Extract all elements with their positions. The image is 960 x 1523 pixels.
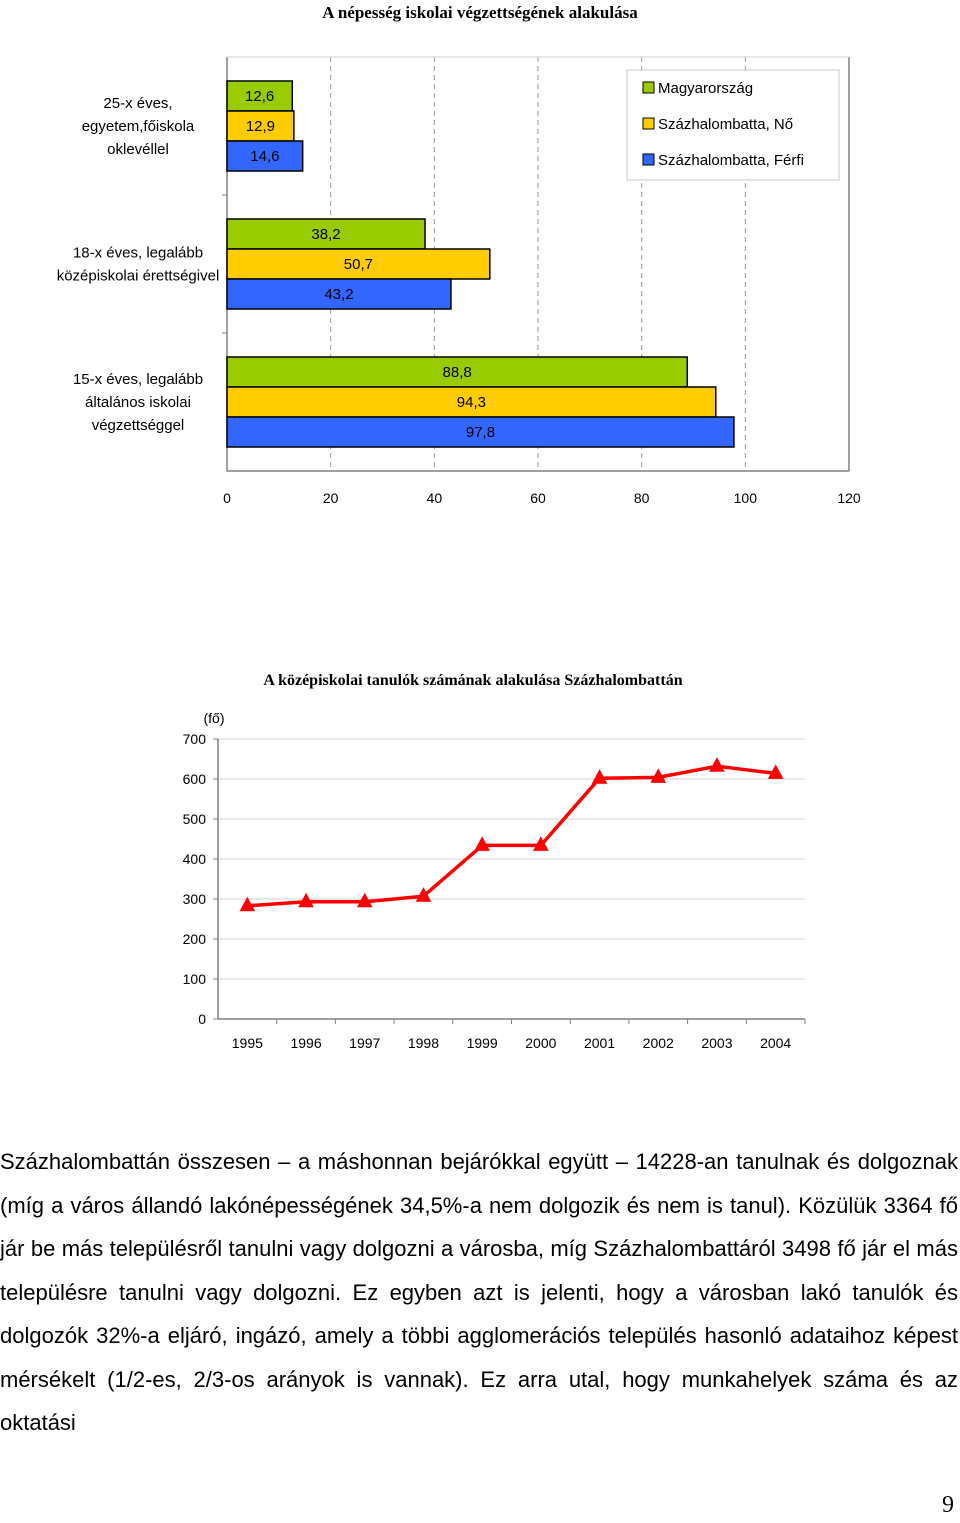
legend-swatch: [643, 154, 654, 165]
legend-label: Százhalombatta, Férfi: [658, 152, 804, 169]
x-tick-label: 1995: [231, 1035, 263, 1051]
data-label: 88,8: [442, 364, 472, 381]
y-axis-unit: (fő): [203, 710, 225, 726]
data-label: 97,8: [465, 424, 496, 441]
legend-swatch: [643, 118, 654, 129]
legend-swatch: [643, 82, 654, 93]
data-point: [710, 758, 724, 771]
x-tick-label: 1999: [466, 1035, 498, 1051]
y-tick-label: 0: [198, 1011, 206, 1027]
y-tick-label: 400: [182, 851, 206, 867]
x-tick-label: 2001: [583, 1035, 616, 1051]
category-label: általános iskolai: [85, 394, 191, 411]
page-number: 9: [942, 1492, 954, 1518]
y-tick-label: 200: [182, 931, 206, 947]
chart-title: A középiskolai tanulók számának alakulása Százhalombattán: [263, 672, 683, 689]
category-label: oklevéllel: [107, 141, 169, 158]
x-tick-label: 0: [223, 490, 231, 506]
x-tick-label: 1997: [349, 1035, 381, 1051]
x-tick-label: 2003: [701, 1035, 733, 1051]
category-label: egyetem,főiskola: [81, 118, 195, 135]
y-tick-label: 100: [182, 971, 206, 987]
x-tick-label: 60: [530, 490, 546, 506]
data-label: 12,9: [245, 118, 276, 135]
y-tick-label: 300: [182, 891, 206, 907]
x-tick-label: 1998: [407, 1035, 440, 1051]
x-tick-label: 80: [633, 490, 650, 506]
x-tick-label: 40: [426, 490, 443, 506]
category-label: 25-x éves,: [103, 95, 173, 112]
category-label: 18-x éves, legalább: [72, 244, 204, 262]
x-tick-label: 2002: [642, 1035, 674, 1051]
category-label: 15-x éves, legalább: [72, 371, 204, 388]
chart-title: A népesség iskolai végzettségének alakulása: [322, 3, 638, 22]
legend-label: Százhalombatta, Nő: [658, 116, 794, 133]
x-tick-label: 20: [322, 490, 339, 506]
y-tick-label: 700: [182, 731, 206, 747]
data-label: 12,6: [245, 88, 275, 105]
students-line-chart: [0, 560, 960, 1080]
data-label: 38,2: [311, 226, 341, 243]
x-tick-label: 120: [837, 490, 861, 506]
series-line: [247, 766, 775, 906]
y-tick-label: 500: [182, 811, 206, 827]
education-bar-chart: [0, 0, 960, 560]
x-tick-label: 2000: [525, 1035, 557, 1051]
data-label: 14,6: [250, 148, 280, 165]
x-tick-label: 2004: [760, 1035, 792, 1051]
category-label: középiskolai érettségivel: [56, 267, 220, 285]
x-tick-label: 100: [733, 490, 758, 506]
body-paragraph: Százhalombattán összesen – a máshonnan bejárókkal együtt – 14228-an tanulnak és dolgoznak (míg a város állandó lakónépességének 34,5%-a nem dolgozik és nem is tanul). Közülük 3364 fő jár be más településről tanulni vagy dolgozni a városba, míg Százhalombattáról 3498 fő jár el más településre tanulni vagy dolgozni. Ez egyben azt is jelenti, hogy a városban lakó tanulók és dolgozók 32%-a eljáró, ingázó, amely a többi agglomerációs település hasonló adataihoz képest mérsékelt (1/2-es, 2/3-os arányok is vannak). Ez arra utal, hogy munkahelyek száma és az oktatási: [0, 1149, 958, 1435]
x-tick-label: 1996: [290, 1035, 322, 1051]
data-label: 50,7: [343, 256, 373, 273]
category-label: végzettséggel: [91, 417, 185, 434]
data-label: 94,3: [456, 394, 486, 411]
y-tick-label: 600: [182, 771, 206, 787]
data-label: 43,2: [324, 286, 354, 303]
legend-label: Magyarország: [658, 80, 754, 97]
